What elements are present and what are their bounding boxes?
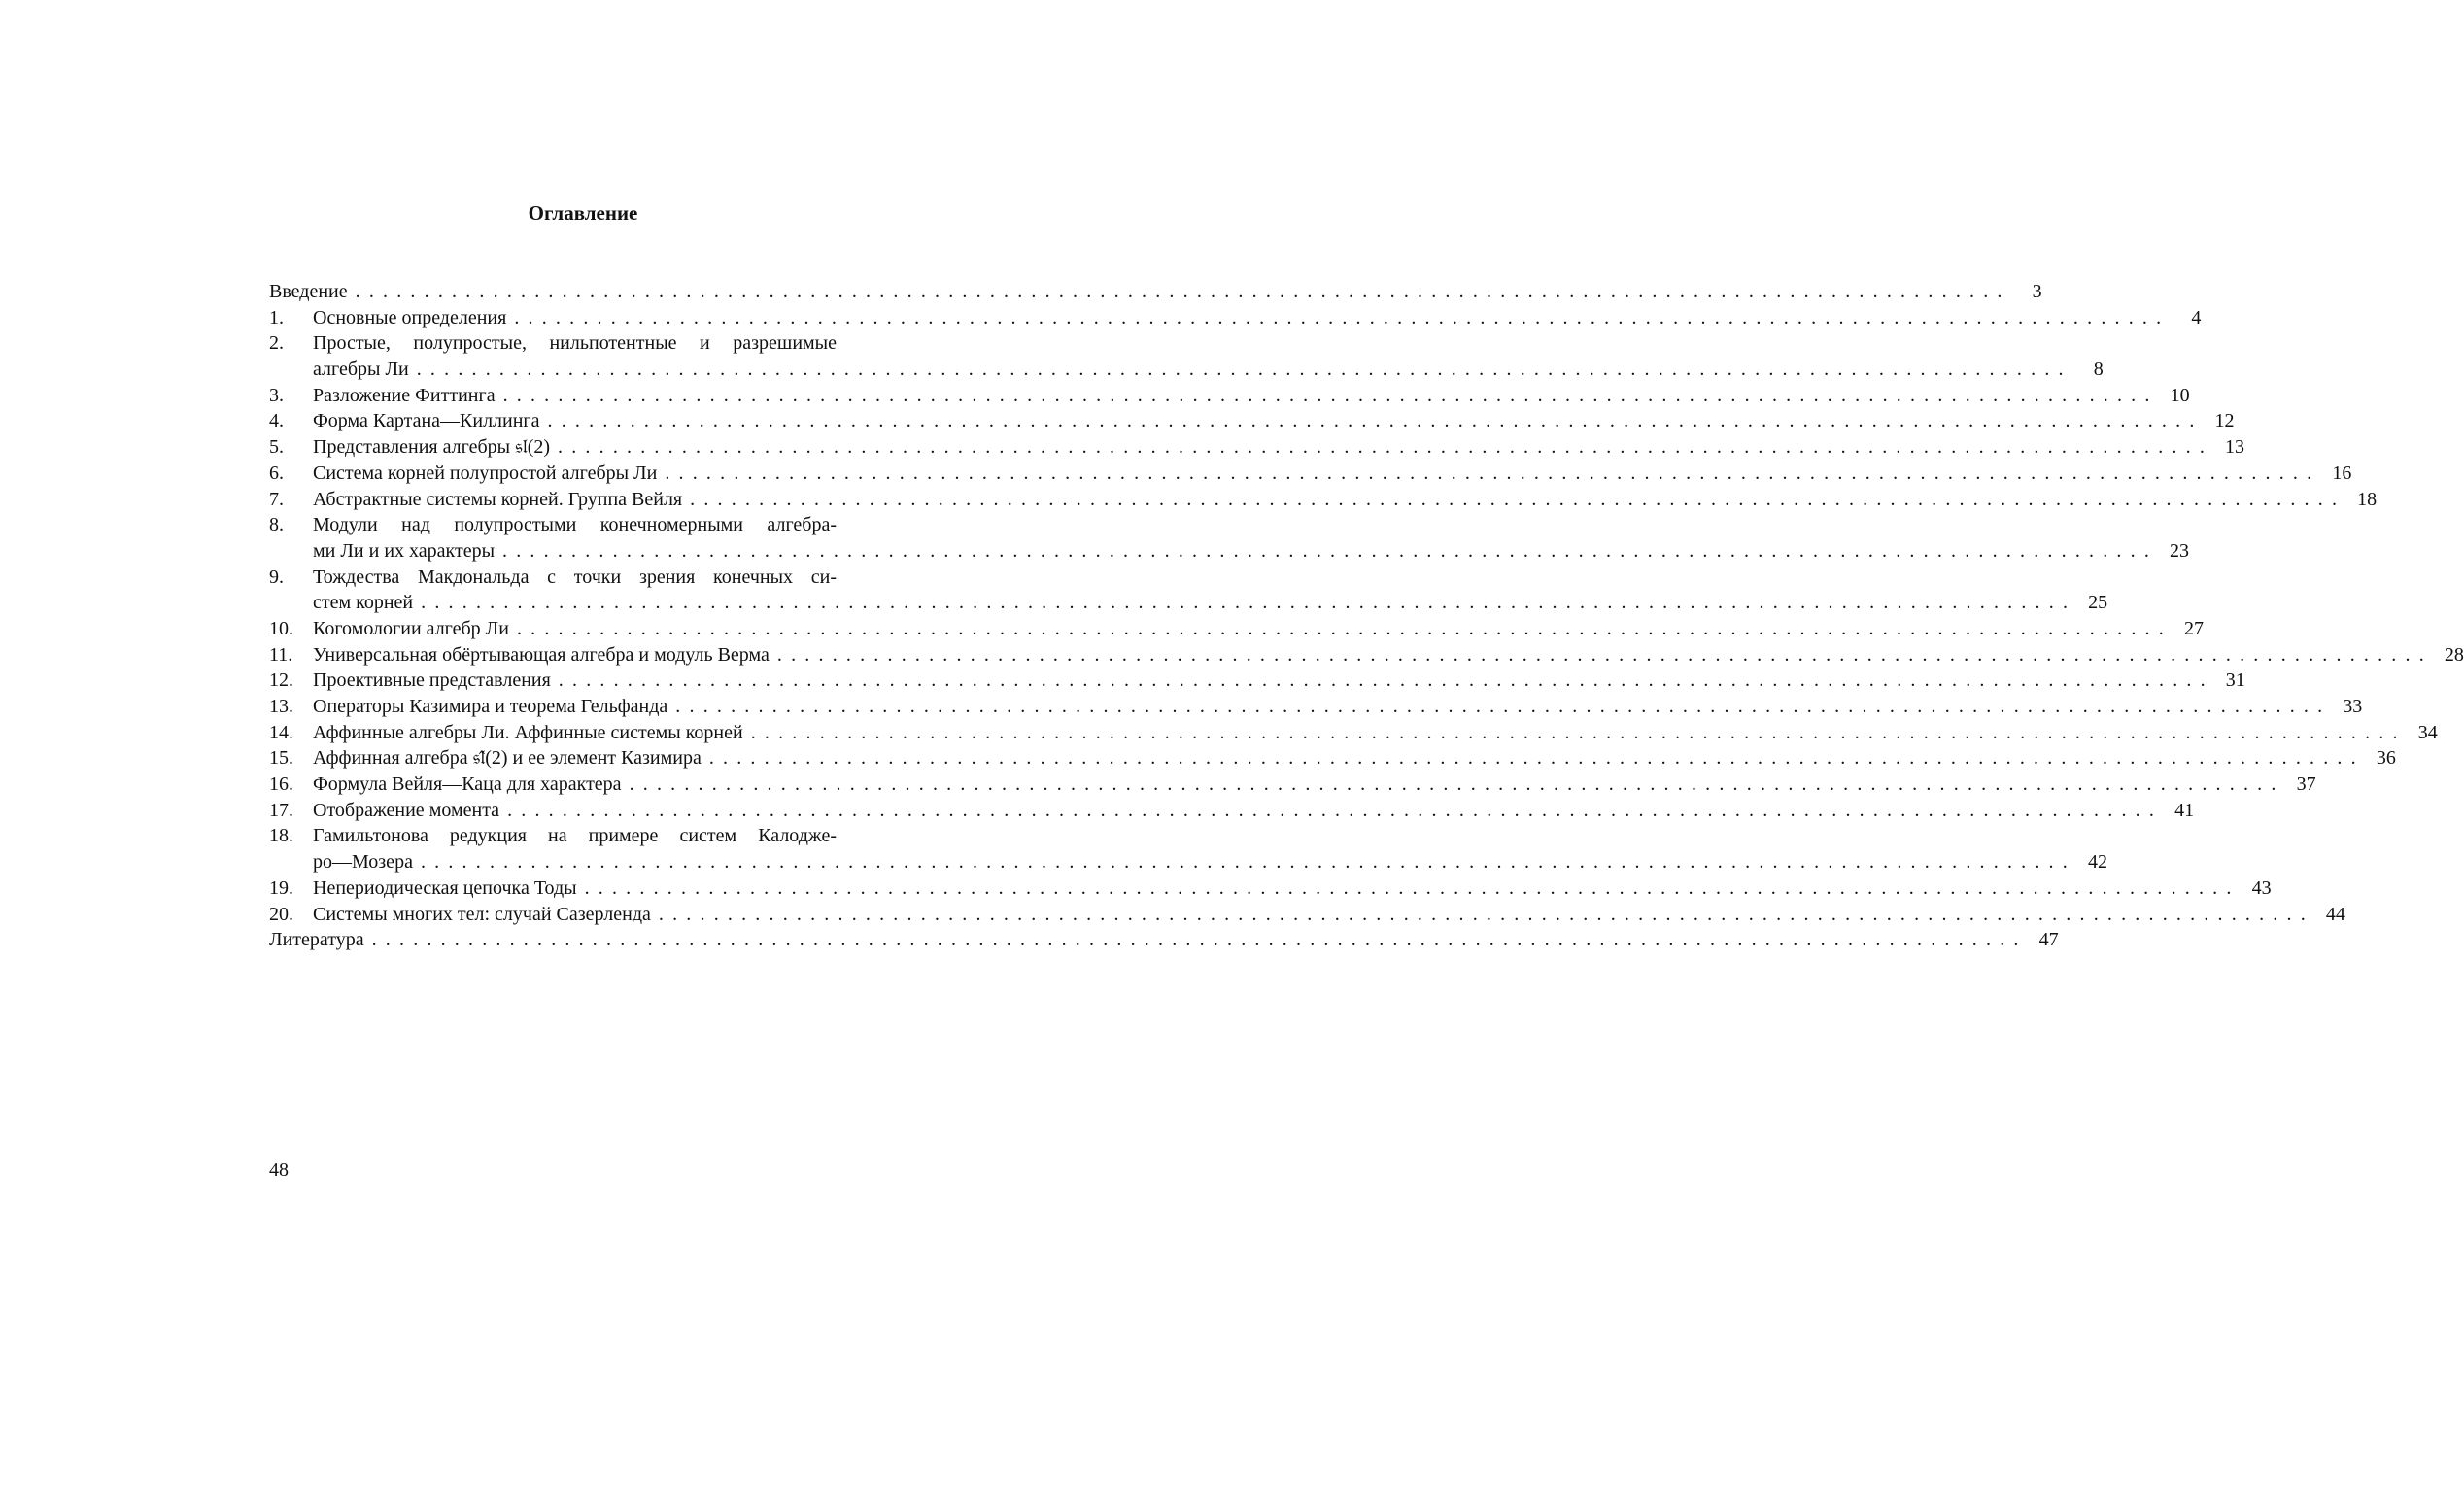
toc-leader-dots: ........................................................................................................................ xyxy=(371,929,2028,951)
toc-entry-page: 33 xyxy=(2343,696,2363,717)
toc-entry-number: 19. xyxy=(269,876,293,899)
toc-leader-dots: ........................................................................................................................ xyxy=(675,696,2332,717)
toc-entry-page: 42 xyxy=(2087,851,2107,874)
toc-entry-row xyxy=(269,512,889,538)
toc-entry-title: стем корней xyxy=(313,592,414,614)
toc-entry-title: Аффинная алгебра 𝔰𝔩̂(2) и ее элемент Казимира xyxy=(313,747,702,770)
toc-leader-dots: ........................................................................................................................ xyxy=(502,539,2159,562)
toc-entry-title: Абстрактные системы корней. Группа Вейля xyxy=(313,488,683,510)
toc-entry-page: 8 xyxy=(2093,359,2104,381)
toc-entry-title: Системы многих тел: случай Сазерленда xyxy=(313,903,651,925)
toc-entry-row xyxy=(269,823,889,849)
toc-entry-page: 16 xyxy=(2332,462,2352,484)
toc-leader-dots: ........................................................................................................................ xyxy=(416,359,2072,381)
toc-leader-dots: ........................................................................................................................ xyxy=(708,747,2365,770)
toc-entry-number: 1. xyxy=(269,306,284,328)
toc-leader-dots: ........................................................................................................................ xyxy=(665,462,2321,484)
toc-entry-page: 12 xyxy=(2214,410,2235,432)
toc-leader-dots: ........................................................................................................................ xyxy=(690,488,2346,510)
table-of-contents xyxy=(269,279,2464,953)
toc-entry-row xyxy=(269,849,2107,875)
toc-leader-dots: ........................................................................................................................ xyxy=(776,643,2433,666)
toc-entry-number: 18. xyxy=(269,825,293,847)
toc-entry-row xyxy=(269,927,2059,953)
toc-entry-page: 3 xyxy=(2032,281,2042,302)
toc-entry-number: 8. xyxy=(269,514,284,536)
toc-entry-page: 23 xyxy=(2170,539,2190,562)
toc-entry-number: 10. xyxy=(269,617,293,639)
toc-entry-number: 11. xyxy=(269,643,293,666)
toc-entry-title: Универсальная обёртывающая алгебра и модуль Верма xyxy=(313,643,770,666)
toc-entry-row xyxy=(269,902,2345,928)
toc-entry-number: 5. xyxy=(269,436,284,459)
toc-entry-row xyxy=(269,642,2464,669)
toc-entry-title: Форма Картана—Киллинга xyxy=(313,410,540,432)
toc-entry-number: 3. xyxy=(269,384,284,406)
toc-entry-title: Система корней полупростой алгебры Ли xyxy=(313,462,658,484)
toc-entry-row xyxy=(269,487,2378,513)
toc-leader-dots: ........................................................................................................................ xyxy=(507,799,2164,821)
toc-entry-title: ми Ли и их характеры xyxy=(313,539,496,562)
toc-leader-dots: ........................................................................................................................ xyxy=(558,669,2214,692)
toc-entry-title: Введение xyxy=(269,281,348,302)
toc-entry-number: 6. xyxy=(269,462,284,484)
toc-leader-dots: ........................................................................................................................ xyxy=(514,306,2171,328)
toc-entry-page: 43 xyxy=(2251,876,2272,899)
toc-entry-page: 47 xyxy=(2038,929,2059,951)
toc-entry-page: 41 xyxy=(2174,799,2195,821)
toc-leader-dots: ........................................................................................................................ xyxy=(629,773,2285,796)
page-number: 48 xyxy=(269,1159,289,1181)
toc-entry-row xyxy=(269,538,2190,565)
toc-entry-row xyxy=(269,745,2396,772)
toc-entry-title: Основные определения xyxy=(313,306,507,328)
toc-leader-dots: ........................................................................................................................ xyxy=(516,617,2173,639)
toc-entry-title: ро—Мозера xyxy=(313,851,413,874)
toc-entry-title: Гамильтонова редукция на примере систем Калодже- xyxy=(313,825,837,847)
toc-entry-row xyxy=(269,720,2438,746)
toc-entry-title: Аффинные алгебры Ли. Аффинные системы корней xyxy=(313,721,743,743)
toc-entry-row xyxy=(269,875,2272,902)
toc-entry-title: Литература xyxy=(269,929,364,951)
toc-entry-title: Отображение момента xyxy=(313,799,500,821)
toc-entry-title: Непериодическая цепочка Тоды xyxy=(313,876,577,899)
toc-entry-number: 14. xyxy=(269,721,293,743)
toc-entry-number: 16. xyxy=(269,773,293,796)
toc-entry-row xyxy=(269,590,2108,616)
toc-entry-page: 37 xyxy=(2296,773,2316,796)
toc-entry-title: Разложение Фиттинга xyxy=(313,384,496,406)
toc-entry-page: 44 xyxy=(2325,903,2345,925)
toc-entry-row xyxy=(269,279,2042,305)
page-title: Оглавление xyxy=(528,201,638,224)
toc-entry-title: Когомологии алгебр Ли xyxy=(313,617,509,639)
toc-entry-page: 4 xyxy=(2191,306,2202,328)
toc-entry-number: 2. xyxy=(269,332,284,355)
toc-leader-dots: ........................................................................................................................ xyxy=(658,903,2314,925)
toc-entry-page: 13 xyxy=(2225,436,2245,459)
toc-entry-page: 27 xyxy=(2183,617,2204,639)
toc-entry-page: 10 xyxy=(2170,384,2190,406)
toc-leader-dots: ........................................................................................................................ xyxy=(421,592,2077,614)
toc-entry-row xyxy=(269,694,2363,720)
toc-entry-page: 25 xyxy=(2088,592,2108,614)
toc-entry-row xyxy=(269,616,2204,642)
toc-entry-row xyxy=(269,408,2235,434)
toc-entry-title: Модули над полупростыми конечномерными алгебра- xyxy=(313,514,837,536)
toc-entry-title: Тождества Макдональда с точки зрения конечных си- xyxy=(313,566,837,588)
toc-entry-row xyxy=(269,330,889,357)
toc-leader-dots: ........................................................................................................................ xyxy=(502,384,2159,406)
toc-entry-row xyxy=(269,305,2202,331)
toc-entry-title: Формула Вейля—Каца для характера xyxy=(313,773,622,796)
toc-entry-title: Простые, полупростые, нильпотентные и разрешимые xyxy=(313,332,837,355)
toc-entry-page: 34 xyxy=(2417,721,2438,743)
toc-entry-row xyxy=(269,383,2190,409)
toc-entry-number: 15. xyxy=(269,747,293,770)
toc-entry-number: 9. xyxy=(269,566,284,588)
toc-entry-title: Операторы Казимира и теорема Гельфанда xyxy=(313,696,668,717)
toc-entry-page: 36 xyxy=(2376,747,2396,770)
toc-entry-row xyxy=(269,461,2352,487)
toc-entry-page: 28 xyxy=(2444,643,2464,666)
toc-leader-dots: ........................................................................................................................ xyxy=(750,721,2407,743)
toc-entry-number: 17. xyxy=(269,799,293,821)
toc-entry-row xyxy=(269,357,2104,383)
toc-entry-title: Проективные представления xyxy=(313,669,551,692)
toc-entry-title: Представления алгебры 𝔰𝔩(2) xyxy=(313,436,551,459)
toc-entry-title: алгебры Ли xyxy=(313,359,409,381)
toc-entry-number: 7. xyxy=(269,488,284,510)
toc-entry-row xyxy=(269,434,2245,461)
toc-leader-dots: ........................................................................................................................ xyxy=(547,410,2204,432)
toc-entry-number: 13. xyxy=(269,696,293,717)
toc-leader-dots: ........................................................................................................................ xyxy=(558,436,2214,459)
toc-entry-page: 31 xyxy=(2225,669,2245,692)
toc-entry-row xyxy=(269,565,889,591)
toc-leader-dots: ........................................................................................................................ xyxy=(355,281,2011,302)
toc-entry-number: 4. xyxy=(269,410,284,432)
toc-entry-row xyxy=(269,798,2195,824)
toc-leader-dots: ........................................................................................................................ xyxy=(420,851,2076,874)
toc-entry-row xyxy=(269,772,2316,798)
toc-entry-row xyxy=(269,668,2245,694)
toc-entry-page: 18 xyxy=(2357,488,2378,510)
toc-entry-number: 12. xyxy=(269,669,293,692)
toc-entry-number: 20. xyxy=(269,903,293,925)
toc-leader-dots: ........................................................................................................................ xyxy=(584,876,2241,899)
